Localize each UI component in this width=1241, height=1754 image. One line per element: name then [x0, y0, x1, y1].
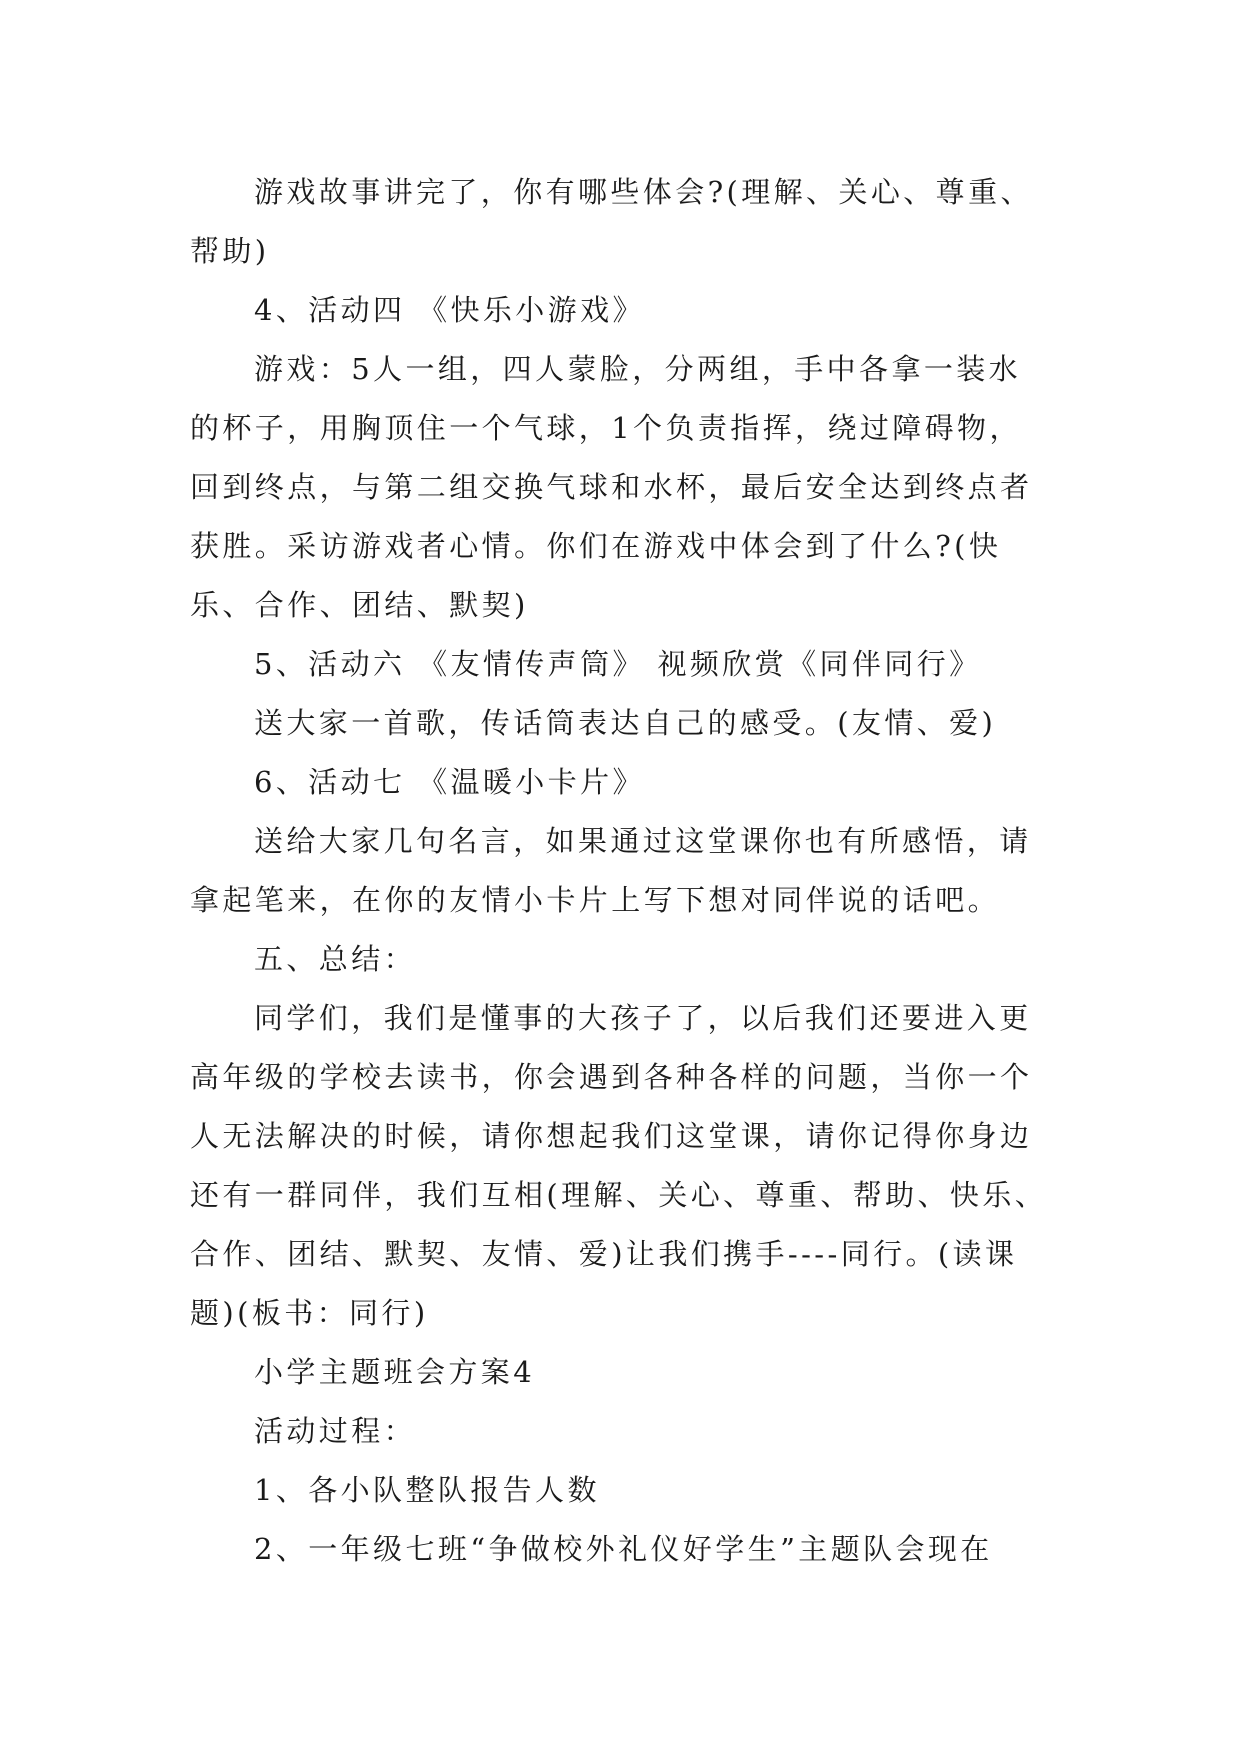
- paragraph-game-rules: 游戏：5人一组，四人蒙脸，分两组，手中各拿一装水的杯子，用胸顶住一个气球，1个负责指挥，绕过障碍物，回到终点，与第二组交换气球和水杯，最后安全达到终点者获胜。采访游戏者心情。你们在游戏中体会到了什么?(快乐、合作、团结、默契): [190, 352, 1033, 622]
- paragraph-song: 送大家一首歌，传话筒表达自己的感受。(友情、爱): [254, 706, 997, 740]
- heading-activity-six: 5、活动六 《友情传声筒》 视频欣赏《同伴同行》: [254, 647, 982, 681]
- paragraph-quotes-card: 送给大家几句名言，如果通过这堂课你也有所感悟，请拿起笔来，在你的友情小卡片上写下想对同伴说的话吧。: [190, 824, 1032, 917]
- paragraph-game-story-reflection: 游戏故事讲完了，你有哪些体会?(理解、关心、尊重、帮助): [190, 175, 1033, 268]
- list-item-1: 1、各小队整队报告人数: [254, 1473, 600, 1507]
- document-body: [190, 163, 1050, 1579]
- heading-summary: 五、总结：: [254, 942, 417, 976]
- section-title-plan-4: 小学主题班会方案4: [254, 1355, 536, 1389]
- paragraph-summary: 同学们，我们是懂事的大孩子了，以后我们还要进入更高年级的学校去读书，你会遇到各种各样的问题，当你一个人无法解决的时候，请你想起我们这堂课，请你记得你身边还有一群同伴，我们互相(理解、关心、尊重、帮助、快乐、合作、团结、默契、友情、爱)让我们携手----同行。(读课题)(板书：同行): [190, 1001, 1048, 1330]
- list-item-2: 2、一年级七班“争做校外礼仪好学生”主题队会现在: [254, 1532, 993, 1566]
- heading-activity-process: 活动过程：: [254, 1414, 417, 1448]
- heading-activity-four: 4、活动四 《快乐小游戏》: [254, 293, 645, 327]
- heading-activity-seven: 6、活动七 《温暖小卡片》: [254, 765, 645, 799]
